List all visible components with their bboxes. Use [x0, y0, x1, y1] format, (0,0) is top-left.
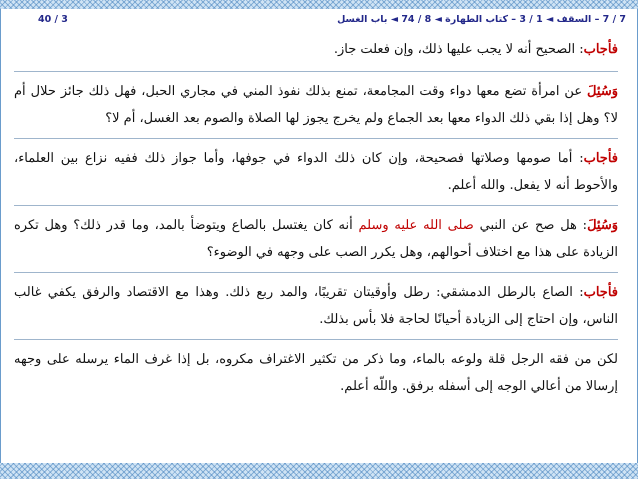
salawat-phrase: صلى الله عليه وسلم [358, 218, 474, 233]
question-label: وَسُئِلَ [587, 218, 618, 233]
question-text: عن امرأة تضع معها دواء وقت المجامعة، تمنع بذلك نفوذ المني في مجاري الحبل، فهل ذلك جائز حلال أم لا؟ وهل إذا بقي ذلك الدواء معها بعد الجماع ولم يخرج يجوز لها الصلاة والصوم بعد الغسل، أم لا؟ [14, 84, 618, 126]
answer-text: : أما صومها وصلاتها فصحيحة، وإن كان ذلك الدواء في جوفها، وأما جواز ذلك ففيه نزاع بين العلماء، والأحوط أنه لا يفعل. والله أعلم. [14, 151, 618, 193]
section-divider [14, 272, 618, 273]
question-label: وَسُئِلَ [587, 84, 618, 99]
page-header [12, 14, 626, 28]
answer-paragraph-1 [14, 36, 618, 63]
page-number: 40 / 3 [38, 14, 68, 25]
answer-paragraph-3 [14, 279, 618, 333]
answer-paragraph-2 [14, 145, 618, 199]
continuation-text: لكن من فقه الرجل قلة ولوعه بالماء، وما ذكر من تكثير الاغتراف مكروه، بل إذا غرف الماء يرسله على وجهه إرسالا من أعالي الوجه إلى أسفله برفق. واللّه أعلم. [14, 352, 618, 394]
answer-text: : الصحيح أنه لا يجب عليها ذلك، وإن فعلت جاز. [333, 42, 584, 57]
question-paragraph-2 [14, 212, 618, 266]
question-paragraph-1 [14, 78, 618, 132]
continuation-paragraph [14, 346, 618, 400]
answer-label: فأجاب [583, 285, 618, 300]
breadcrumb: 7 / 7 – السقف ◄ 1 / 3 – كتاب الطهارة ◄ 8 / 74 ◄ باب الغسل [337, 14, 626, 25]
question-text-start: : هل صح عن النبي [473, 218, 588, 233]
question-text-end: أنه كان يغتسل بالصاع ويتوضأ بالمد، وما قدر ذلك؟ وهل تكره الزيادة على هذا مع اختلاف أحوالهم، وهل يكرر الصب على وجهه في الوضوء؟ [14, 218, 618, 260]
bottom-decorative-border [0, 463, 638, 479]
section-divider [14, 138, 618, 139]
document-body [14, 36, 618, 453]
top-decorative-border [0, 0, 638, 9]
answer-label: فأجاب [583, 42, 618, 57]
answer-label: فأجاب [583, 151, 618, 166]
section-divider [14, 71, 618, 72]
section-divider [14, 339, 618, 340]
section-divider [14, 205, 618, 206]
answer-text: : الصاع بالرطل الدمشقي: رطل وأوقيتان تقريبًا، والمد ربع ذلك. وهذا مع الاقتصاد والرفق يكفي غالب الناس، وإن احتاج إلى الزيادة أحيانًا لحاجة فلا بأس بذلك. [14, 285, 618, 327]
